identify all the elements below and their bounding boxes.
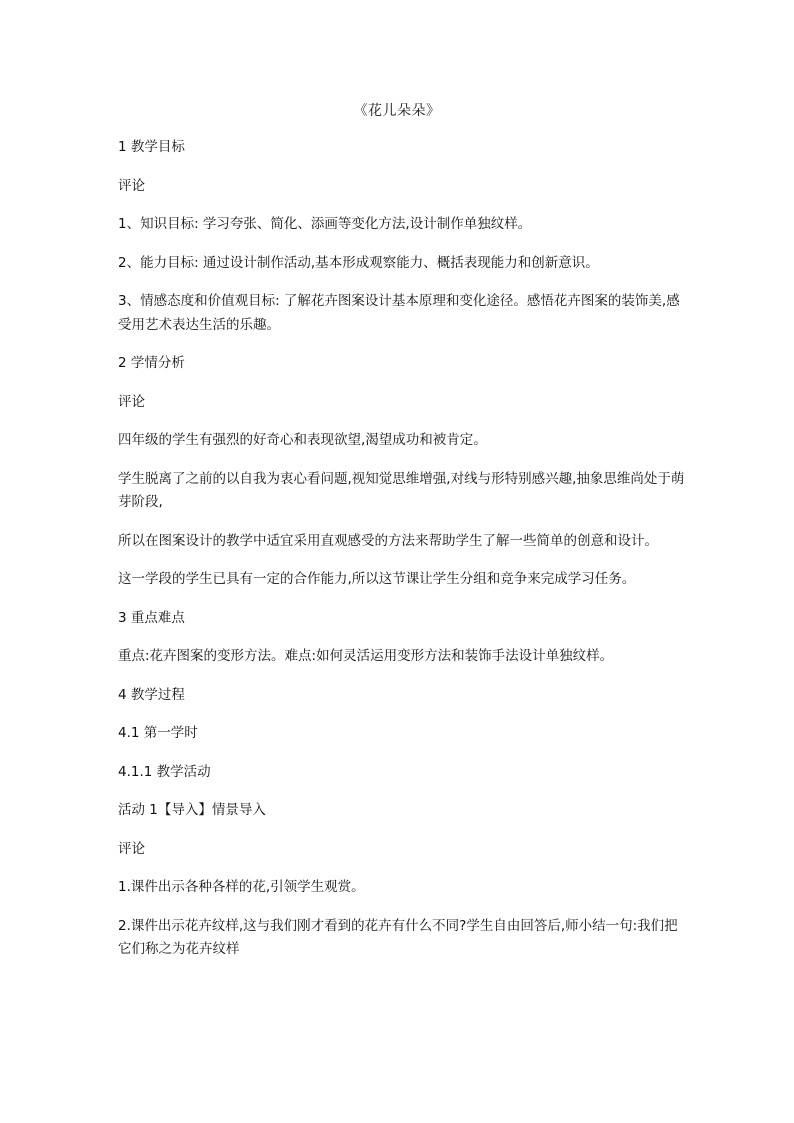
goal-ability: 2、能力目标: 通过设计制作活动,基本形成观察能力、概括表现能力和创新意识。	[118, 254, 599, 271]
analysis-paragraph: 所以在图案设计的教学中适宜采用直观感受的方法来帮助学生了解一些简单的创意和设计。	[118, 532, 658, 549]
heading-first-period: 4.1 第一学时	[118, 725, 198, 741]
heading-student-analysis: 2 学情分析	[118, 355, 185, 371]
key-points-paragraph: 重点:花卉图案的变形方法。难点:如何灵活运用变形方法和装饰手法设计单独纹样。	[118, 648, 614, 664]
heading-key-points: 3 重点难点	[118, 609, 185, 626]
analysis-paragraph: 学生脱离了之前的以自我为衷心看问题,视知觉思维增强,对线与形特别感兴趣,抽象思维尚处于萌芽阶段,	[118, 470, 685, 510]
analysis-paragraph: 这一学段的学生已具有一定的合作能力,所以这节课让学生分组和竞争来完成学习任务。	[118, 571, 636, 587]
activity-step: 1.课件出示各种各样的花,引领学生观赏。	[118, 879, 365, 895]
goal-knowledge: 1、知识目标: 学习夸张、简化、添画等变化方法,设计制作单独纹样。	[118, 216, 532, 232]
activity-heading: 活动 1【导入】情景导入	[118, 802, 266, 818]
activity-step: 2.课件出示花卉纹样,这与我们刚才看到的花卉有什么不同?学生自由回答后,师小结一句:我们把它们称之为花卉纹样	[118, 917, 678, 957]
comment-label: 评论	[118, 177, 145, 194]
goal-attitude: 3、情感态度和价值观目标: 了解花卉图案设计基本原理和变化途径。感悟花卉图案的装饰美,感受用艺术表达生活的乐趣。	[118, 293, 680, 333]
heading-teaching-goals: 1 教学目标	[118, 139, 185, 155]
document-title: 《花儿朵朵》	[353, 103, 441, 119]
comment-label: 评论	[118, 840, 145, 857]
comment-label: 评论	[118, 393, 145, 410]
document-body	[118, 136, 688, 977]
heading-teaching-process: 4 教学过程	[118, 686, 185, 703]
heading-teaching-activities: 4.1.1 教学活动	[118, 763, 211, 780]
analysis-paragraph: 四年级的学生有强烈的好奇心和表现欲望,渴望成功和被肯定。	[118, 432, 487, 448]
